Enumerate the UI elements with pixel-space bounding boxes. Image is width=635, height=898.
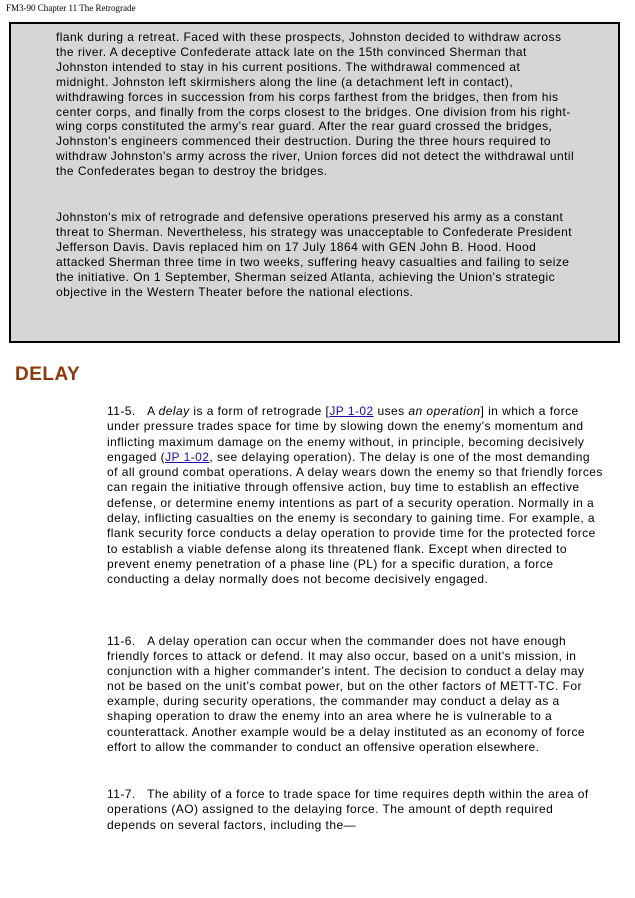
paragraph-text: A delay operation can occur when the commander does not have enough friendly forces to attack or defend. It may also occur, based on a unit's mission, in conjunction with a higher commander's intent. The decision to conduct a delay may not be based on the unit's combat power, but on the other factors of METT-TC. For example, during security operations, the commander may conduct a delay as a shaping operation to draw the enemy into an area where he is vulnerable to a counterattack. Another example would be a delay instituted as an economy of force effort to allow the commander to conduct an offensive operation elsewhere. [107,634,586,754]
paragraph-11-7 [107,787,604,833]
paragraph-text: uses [373,404,409,418]
paragraph-number: 11-5. [107,404,136,418]
page-header-title: FM3-90 Chapter 11 The Retrograde [6,3,136,13]
section-heading-delay: DELAY [15,364,81,385]
paragraph-text: , see delaying operation). The delay is one of the most demanding of all ground combat operations. A delay wears down the enemy so that friendly forces can regain the initiative through offensive action, buy time to establish an effective defense, or determine enemy intentions as part of a security operation. Normally in a delay, inflicting casualties on the enemy is secondary to gaining time. For example, a flank security force conducts a delay operation to provide time for the protected force to establish a viable defense along its threatened flank. Except when directed to prevent enemy penetration of a phase line (PL) for a specific duration, a force conducting a delay normally does not become decisively engaged. [107,449,603,587]
paragraph-text: A [147,404,159,418]
historical-vignette-box [9,22,620,343]
defined-term: delay [158,404,190,418]
paragraph-11-5 [107,404,604,588]
paragraph-text: The ability of a force to trade space for time requires depth within the area of operations (AO) assigned to the delaying force. The amount of depth required depends on several factors, including the— [107,787,589,832]
paragraph-text: is a form of retrograde [ [189,404,330,418]
paragraph-number: 11-6. [107,634,136,648]
jp-1-02-link[interactable]: JP 1-02 [329,404,374,418]
emphasized-term: an operation [408,404,481,418]
paragraph-text: ] in which a force under pressure trades space for time by slowing down the enemy's momentum and inflicting maximum damage on the enemy without, in principle, becoming decisively engaged ( [107,404,585,464]
jp-1-02-link[interactable]: JP 1-02 [165,449,210,464]
paragraph-11-6 [107,634,604,755]
vignette-paragraph-1: flank during a retreat. Faced with these prospects, Johnston decided to withdraw across the river. A deceptive Confederate attack late on the 15th convinced Sherman that Johnston intended to stay in his current positions. The withdrawal commenced at midnight. Johnston left skirmishers along the line (a detachment left in contact), withdrawing forces in succession from his corps farthest from the bridges, then from his center corps, and finally from the corps closest to the bridges. One division from his right-wing corps constituted the army's rear guard. After the rear guard crossed the bridges, Johnston's engineers commenced their destruction. During the three hours required to withdraw Johnston's army across the river, Union forces did not detect the withdrawal until the Confederates began to destroy the bridges. [56,30,575,179]
paragraph-number: 11-7. [107,787,136,801]
vignette-paragraph-2: Johnston's mix of retrograde and defensive operations preserved his army as a constant threat to Sherman. Nevertheless, his strategy was unacceptable to Confederate President Jefferson Davis. Davis replaced him on 17 July 1864 with GEN John B. Hood. Hood attacked Sherman three time in two weeks, suffering heavy casualties and failing to seize the initiative. On 1 September, Sherman seized Atlanta, achieving the Union's strategic objective in the Western Theater before the national elections. [56,210,573,299]
